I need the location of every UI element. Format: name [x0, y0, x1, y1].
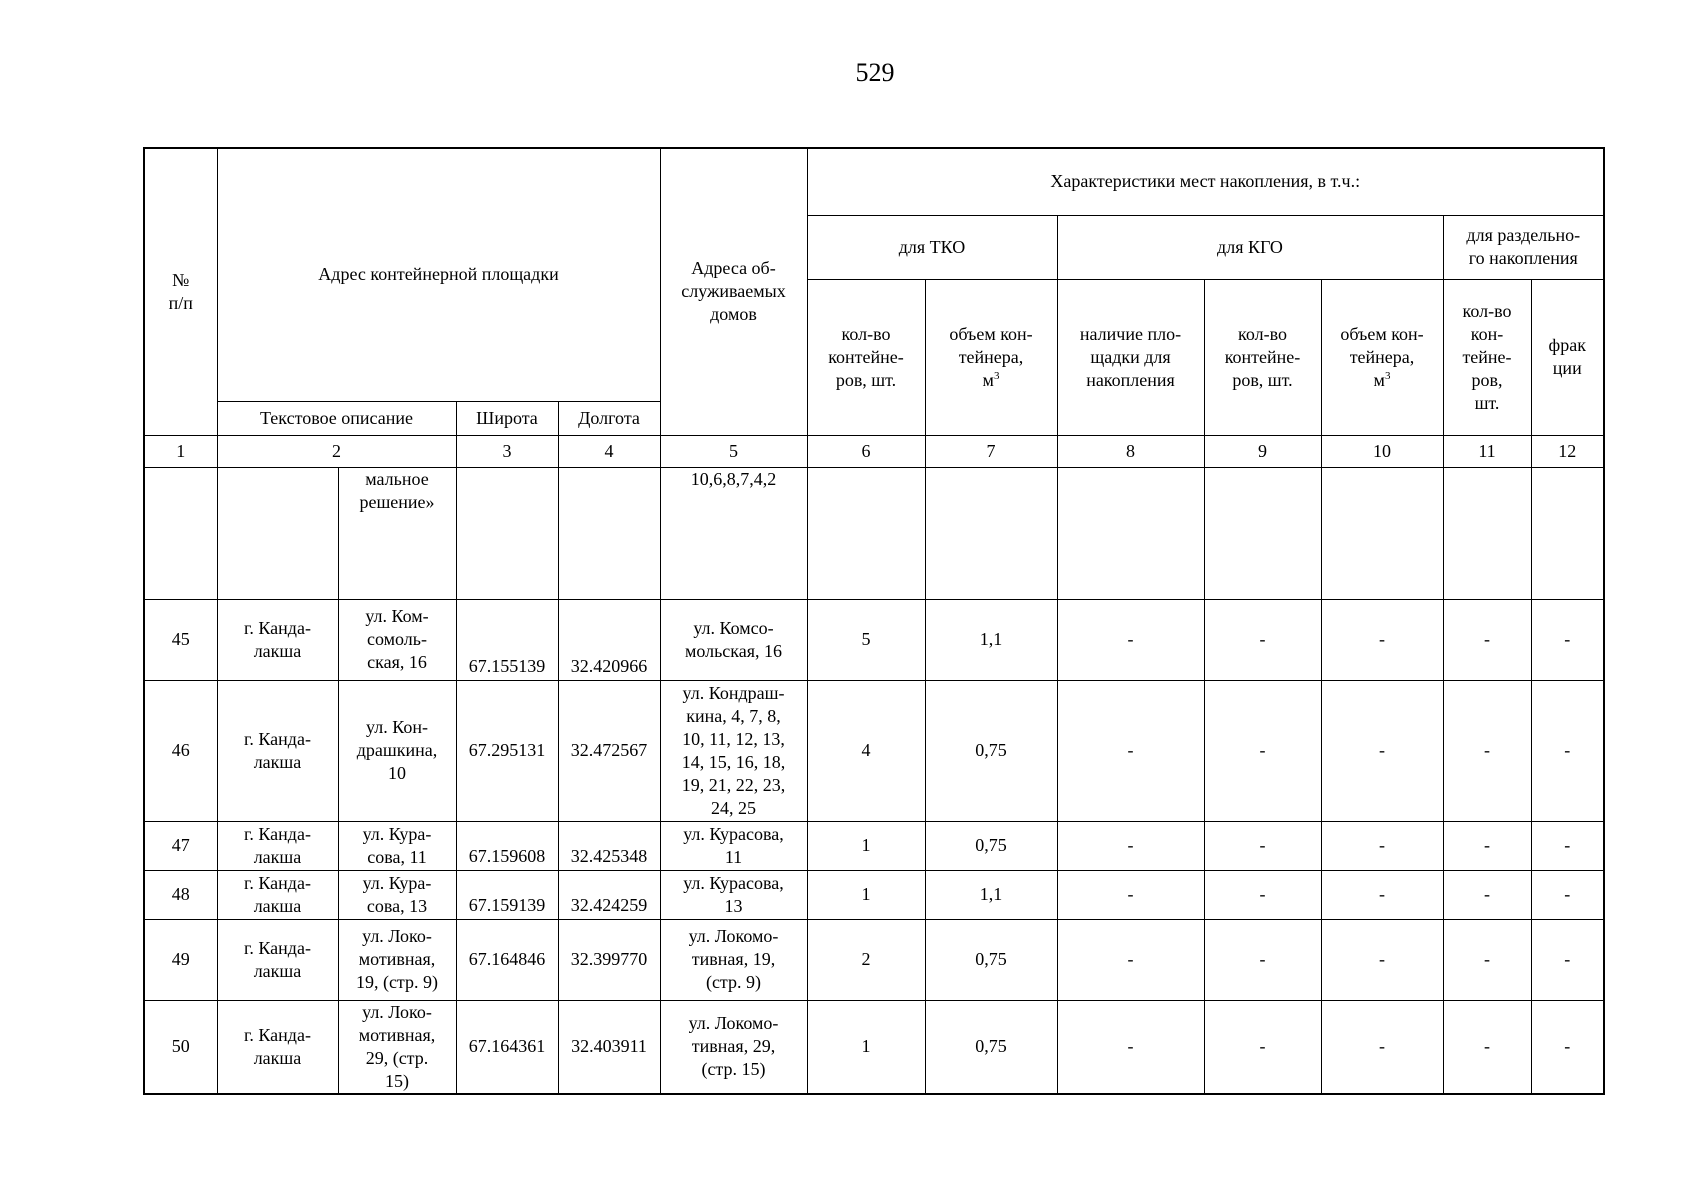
cell-kgo-count: - [1204, 919, 1321, 1000]
cell-tko-count: 4 [807, 680, 925, 821]
cell-kgo-volume: - [1321, 680, 1443, 821]
header-tko-count: кол-во контейне- ров, шт. [807, 279, 925, 435]
col-number: 5 [660, 435, 807, 467]
cell-lat: 67.295131 [456, 680, 558, 821]
cell-separate-count: - [1443, 919, 1531, 1000]
cell-tko-volume: 0,75 [925, 919, 1057, 1000]
cell-kgo-volume: - [1321, 1000, 1443, 1094]
continuation-row [144, 467, 1604, 599]
cell-kgo-site: - [1057, 1000, 1204, 1094]
header-num: № п/п [144, 148, 217, 435]
cell-num: 50 [144, 1000, 217, 1094]
cell-served: ул. Локомо- тивная, 19, (стр. 9) [660, 919, 807, 1000]
cell-kgo-site: - [1057, 599, 1204, 680]
header-characteristics: Характеристики мест накопления, в т.ч.: [807, 148, 1604, 215]
cell-city: г. Канда- лакша [217, 680, 338, 821]
cell-served: ул. Комсо- мольская, 16 [660, 599, 807, 680]
cell-fractions: - [1531, 680, 1604, 821]
cell-lat [456, 467, 558, 599]
cell-lon: 32.472567 [558, 680, 660, 821]
cell-lat: 67.164361 [456, 1000, 558, 1094]
cell-city [217, 467, 338, 599]
header-address: Адрес контейнерной площадки [217, 148, 660, 401]
page-number: 529 [855, 58, 895, 87]
cell-kgo-count: - [1204, 821, 1321, 870]
table-row [144, 919, 1604, 1000]
col-number: 3 [456, 435, 558, 467]
table-row [144, 1000, 1604, 1094]
cell-fractions: - [1531, 599, 1604, 680]
cell-street: ул. Локо- мотивная, 29, (стр. 15) [338, 1000, 456, 1094]
cell-kgo-site: - [1057, 919, 1204, 1000]
header-kgo: для КГО [1057, 215, 1443, 279]
cell-city: г. Канда- лакша [217, 870, 338, 919]
col-number: 6 [807, 435, 925, 467]
col-number: 11 [1443, 435, 1531, 467]
cell-street: мальное решение» [338, 467, 456, 599]
header-fractions: фрак ции [1531, 279, 1604, 435]
cell-fractions: - [1531, 821, 1604, 870]
cell-served: ул. Кондраш- кина, 4, 7, 8, 10, 11, 12, 13, 14, 15, 16, 18, 19, 21, 22, 23, 24, 25 [660, 680, 807, 821]
cell-kgo-volume: - [1321, 870, 1443, 919]
cell-lat: 67.159608 [456, 821, 558, 870]
cell-tko-volume: 1,1 [925, 870, 1057, 919]
cell-num: 49 [144, 919, 217, 1000]
col-number: 4 [558, 435, 660, 467]
col-number: 8 [1057, 435, 1204, 467]
table-row [144, 821, 1604, 870]
cell-kgo-volume: - [1321, 599, 1443, 680]
cell-street: ул. Локо- мотивная, 19, (стр. 9) [338, 919, 456, 1000]
col-number: 9 [1204, 435, 1321, 467]
cell-lon [558, 467, 660, 599]
header-text-description: Текстовое описание [217, 401, 456, 435]
cell-tko-count: 1 [807, 1000, 925, 1094]
cell-served: 10,6,8,7,4,2 [660, 467, 807, 599]
cell-tko-count: 1 [807, 821, 925, 870]
cell-num [144, 467, 217, 599]
cell-lat: 67.164846 [456, 919, 558, 1000]
cell-tko-count: 5 [807, 599, 925, 680]
cell-num: 46 [144, 680, 217, 821]
header-separate: для раздельно- го накопления [1443, 215, 1604, 279]
cell-tko-volume: 0,75 [925, 821, 1057, 870]
col-number: 12 [1531, 435, 1604, 467]
col-number: 1 [144, 435, 217, 467]
table-row [144, 599, 1604, 680]
cell-kgo-volume: - [1321, 919, 1443, 1000]
cell-city: г. Канда- лакша [217, 919, 338, 1000]
cell-kgo-site: - [1057, 680, 1204, 821]
cell-kgo-count: - [1204, 680, 1321, 821]
cell-tko-volume: 0,75 [925, 680, 1057, 821]
cell-fractions: - [1531, 1000, 1604, 1094]
cell-lat: 67.155139 [456, 599, 558, 680]
cell-separate-count: - [1443, 1000, 1531, 1094]
header-tko-volume: объем кон- тейнера, $м^3$ [925, 279, 1057, 435]
cell-tko-volume: 0,75 [925, 1000, 1057, 1094]
header-latitude: Широта [456, 401, 558, 435]
header-separate-count: кол-во кон- тейне- ров, шт. [1443, 279, 1531, 435]
cell-lon: 32.399770 [558, 919, 660, 1000]
cell-lon: 32.403911 [558, 1000, 660, 1094]
cell-fractions: - [1531, 919, 1604, 1000]
header-tko: для ТКО [807, 215, 1057, 279]
cell-street: ул. Кура- сова, 11 [338, 821, 456, 870]
cell-street: ул. Кура- сова, 13 [338, 870, 456, 919]
cell-lon: 32.424259 [558, 870, 660, 919]
cell-lon: 32.420966 [558, 599, 660, 680]
col-number: 7 [925, 435, 1057, 467]
cell-kgo-count: - [1204, 1000, 1321, 1094]
cell-tko-count: 1 [807, 870, 925, 919]
cell-served: ул. Локомо- тивная, 29, (стр. 15) [660, 1000, 807, 1094]
cell-served: ул. Курасова, 13 [660, 870, 807, 919]
cell-street: ул. Кон- драшкина, 10 [338, 680, 456, 821]
cell-num: 45 [144, 599, 217, 680]
cell-kgo-site: - [1057, 870, 1204, 919]
cell-fractions: - [1531, 870, 1604, 919]
cell-city: г. Канда- лакша [217, 821, 338, 870]
cell-lon: 32.425348 [558, 821, 660, 870]
cell-street: ул. Ком- сомоль- ская, 16 [338, 599, 456, 680]
col-number: 2 [217, 435, 456, 467]
cell-separate-count: - [1443, 870, 1531, 919]
cell-tko-count: 2 [807, 919, 925, 1000]
cell-served: ул. Курасова, 11 [660, 821, 807, 870]
cell-kgo-count: - [1204, 599, 1321, 680]
cell-separate-count: - [1443, 599, 1531, 680]
column-number-row [144, 435, 1604, 467]
header-kgo-volume: объем кон- тейнера, $м^3$ [1321, 279, 1443, 435]
cell-num: 47 [144, 821, 217, 870]
cell-city: г. Канда- лакша [217, 1000, 338, 1094]
header-kgo-count: кол-во контейне- ров, шт. [1204, 279, 1321, 435]
table-row [144, 680, 1604, 821]
header-served-houses: Адреса об- служиваемых домов [660, 148, 807, 435]
header-longitude: Долгота [558, 401, 660, 435]
cell-separate-count: - [1443, 821, 1531, 870]
cell-kgo-count: - [1204, 870, 1321, 919]
col-number: 10 [1321, 435, 1443, 467]
cell-city: г. Канда- лакша [217, 599, 338, 680]
cell-tko-volume: 1,1 [925, 599, 1057, 680]
container-sites-table [143, 147, 1605, 1095]
table-row [144, 870, 1604, 919]
cell-lat: 67.159139 [456, 870, 558, 919]
cell-separate-count: - [1443, 680, 1531, 821]
cell-num: 48 [144, 870, 217, 919]
header-kgo-site: наличие пло- щадки для накопления [1057, 279, 1204, 435]
cell-kgo-volume: - [1321, 821, 1443, 870]
cell-kgo-site: - [1057, 821, 1204, 870]
